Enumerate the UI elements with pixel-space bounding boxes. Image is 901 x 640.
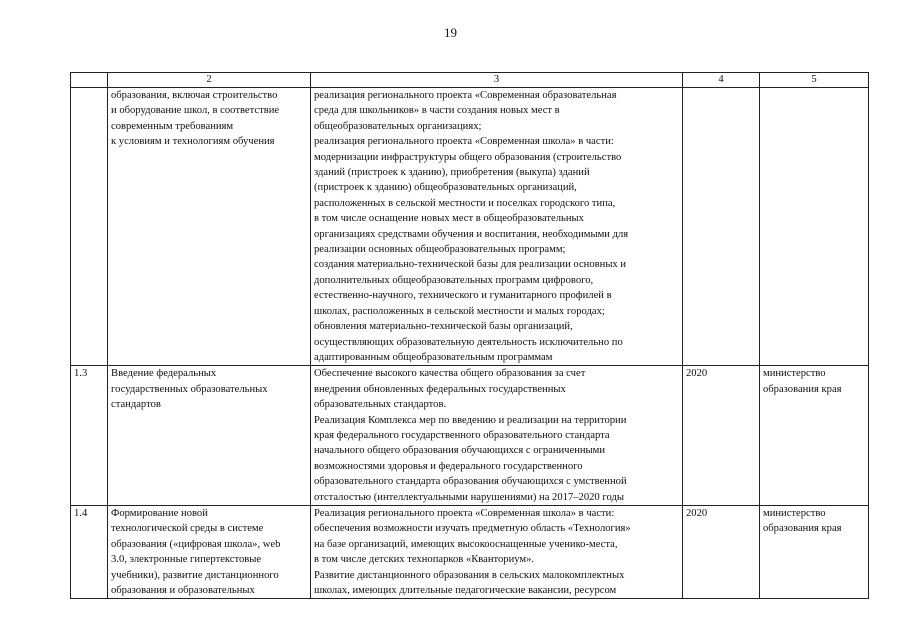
mechanism-description-line: адаптированным общеобразовательным программам bbox=[314, 351, 553, 363]
mechanism-description-line: начального общего образования обучающихся с ограниченными bbox=[314, 445, 606, 457]
responsible-body-line: министерство bbox=[763, 507, 826, 519]
mechanism-description-line: модернизации инфраструктуры общего образования (строительство bbox=[314, 151, 622, 163]
activity-name-line: современным требованиям bbox=[111, 120, 234, 132]
header-row bbox=[71, 73, 869, 88]
mechanism-description-line: осуществляющих образовательную деятельность исключительно по bbox=[314, 336, 623, 348]
mechanism-description-line: Реализация регионального проекта «Современная школа» в части: bbox=[314, 507, 615, 519]
mechanism-description-line: возможностями здоровья и федерального государственного bbox=[314, 460, 583, 472]
mechanism-description bbox=[311, 505, 683, 598]
mechanism-description-line: образовательного стандарта образования обучающихся с умственной bbox=[314, 476, 627, 488]
mechanism-description-line: зданий (пристроек к зданию), приобретения (выкупа) зданий bbox=[314, 167, 590, 179]
activity-name-line: Формирование новой bbox=[111, 507, 208, 519]
row-number: 1.4 bbox=[71, 505, 108, 598]
mechanism-description-line: общеобразовательных организациях; bbox=[314, 120, 482, 132]
mechanism-description-line: на базе организаций, имеющих высокооснащенные ученико-места, bbox=[314, 538, 618, 550]
mechanism-description-line: образовательных стандартов. bbox=[314, 399, 447, 411]
mechanism-description-line: Развитие дистанционного образования в сельских малокомплектных bbox=[314, 569, 625, 581]
mechanism-description bbox=[311, 366, 683, 506]
row-number: 1.3 bbox=[71, 366, 108, 506]
mechanism-description-line: края федерального государственного образовательного стандарта bbox=[314, 429, 610, 441]
activity-name-line: 3.0, электронные гипертекстовые bbox=[111, 554, 262, 566]
row-number bbox=[71, 88, 108, 366]
responsible-body-line: образования края bbox=[763, 383, 842, 395]
activity-name bbox=[108, 366, 311, 506]
plan-table bbox=[70, 72, 869, 599]
mechanism-description-line: внедрения обновленных федеральных государственных bbox=[314, 383, 566, 395]
activity-name-line: технологической среды в системе bbox=[111, 523, 264, 535]
responsible-body bbox=[760, 505, 869, 598]
activity-name-line: государственных образовательных bbox=[111, 383, 268, 395]
activity-name-line: учебники), развитие дистанционного bbox=[111, 569, 279, 581]
mechanism-description-line: Обеспечение высокого качества общего образования за счет bbox=[314, 368, 586, 380]
mechanism-description-line: расположенных в сельской местности и поселках городского типа, bbox=[314, 197, 616, 209]
activity-name-line: образования и образовательных bbox=[111, 585, 255, 596]
activity-name-line: образования («цифровая школа», web bbox=[111, 538, 281, 550]
header-col-2: 2 bbox=[108, 73, 311, 88]
activity-name-line: образования, включая строительство bbox=[111, 90, 278, 101]
mechanism-description-line: в том числе оснащение новых мест в общеобразовательных bbox=[314, 213, 584, 225]
mechanism-description-line: обеспечения возможности изучать предметную область «Технология» bbox=[314, 523, 631, 535]
mechanism-description-line: реализация регионального проекта «Современная школа» в части: bbox=[314, 136, 614, 148]
activity-name-line: к условиям и технологиям обучения bbox=[111, 136, 275, 148]
mechanism-description-line: (пристроек к зданию) общеобразовательных организаций, bbox=[314, 182, 577, 194]
mechanism-description-line: естественно-научного, технического и гуманитарного профилей в bbox=[314, 290, 612, 302]
mechanism-description-line: реализация регионального проекта «Современная образовательная bbox=[314, 90, 617, 101]
mechanism-description-line: среда для школьников» в части создания новых мест в bbox=[314, 105, 560, 117]
activity-name bbox=[108, 88, 311, 366]
mechanism-description-line: школах, расположенных в сельской местности и малых городах; bbox=[314, 305, 605, 317]
mechanism-description-line: дополнительных общеобразовательных программ цифрового, bbox=[314, 274, 594, 286]
table-row bbox=[71, 366, 869, 506]
page-number: 19 bbox=[444, 25, 457, 40]
mechanism-description-line: в том числе детских технопарков «Кванториум». bbox=[314, 554, 535, 566]
header-col-4: 4 bbox=[683, 73, 760, 88]
table-row bbox=[71, 88, 869, 366]
mechanism-description-line: реализации основных общеобразовательных программ; bbox=[314, 244, 566, 256]
deadline-year bbox=[683, 88, 760, 366]
mechanism-description bbox=[311, 88, 683, 366]
activity-name-line: Введение федеральных bbox=[111, 368, 217, 380]
activity-name-line: и оборудование школ, в соответствие bbox=[111, 105, 280, 117]
mechanism-description-line: создания материально-технической базы для реализации основных и bbox=[314, 259, 627, 271]
activity-name-line: стандартов bbox=[111, 399, 161, 411]
header-col-3: 3 bbox=[311, 73, 683, 88]
mechanism-description-line: обновления материально-технической базы организаций, bbox=[314, 321, 573, 333]
deadline-year: 2020 bbox=[683, 366, 760, 506]
deadline-year: 2020 bbox=[683, 505, 760, 598]
responsible-body-line: министерство bbox=[763, 368, 826, 380]
mechanism-description-line: отсталостью (интеллектуальными нарушениями) на 2017–2020 годы bbox=[314, 491, 624, 503]
responsible-body bbox=[760, 88, 869, 366]
responsible-body bbox=[760, 366, 869, 506]
header-col-1 bbox=[71, 73, 108, 88]
mechanism-description-line: организациях средствами обучения и воспитания, необходимыми для bbox=[314, 228, 629, 240]
mechanism-description-line: школах, имеющих длительные педагогические вакансии, ресурсом bbox=[314, 585, 617, 596]
table-row bbox=[71, 505, 869, 598]
header-col-5: 5 bbox=[760, 73, 869, 88]
activity-name bbox=[108, 505, 311, 598]
mechanism-description-line: Реализация Комплекса мер по введению и реализации на территории bbox=[314, 414, 627, 426]
responsible-body-line: образования края bbox=[763, 523, 842, 535]
